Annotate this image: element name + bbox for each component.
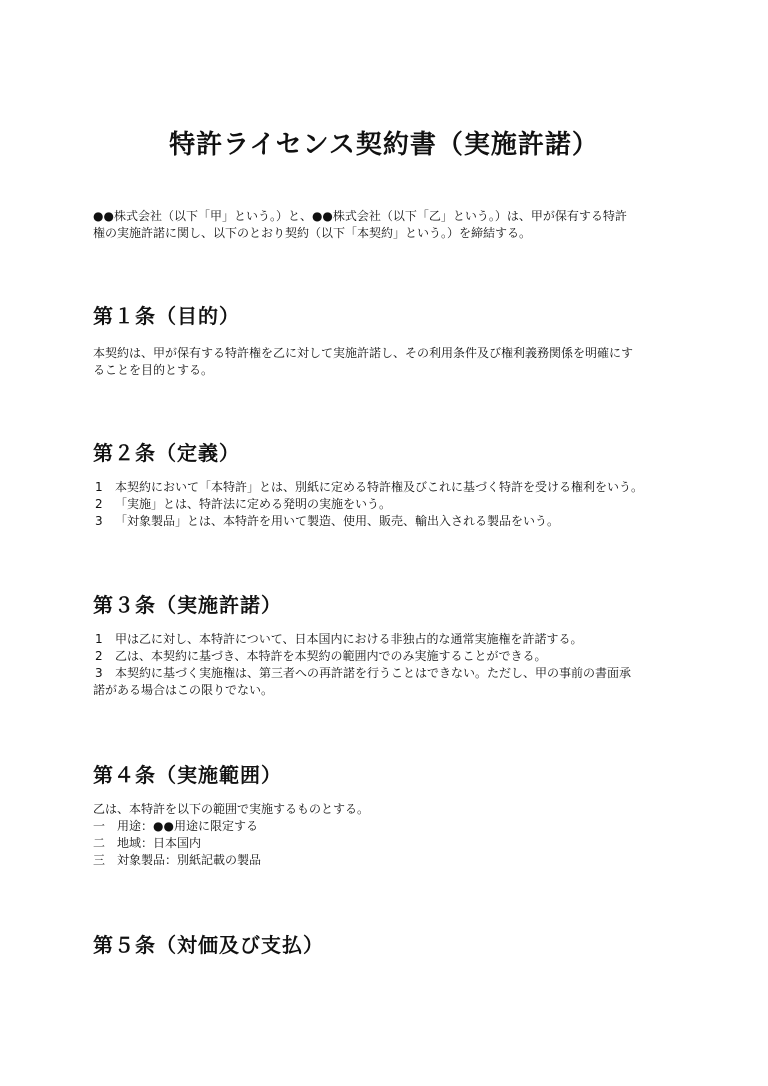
article-1-line: ることを目的とする。 (93, 363, 214, 377)
article-4-lead: 乙は、本特許を以下の範囲で実施するものとする。 (93, 802, 370, 816)
item-text: 用途：●●用途に限定する (117, 819, 258, 833)
item-text: 「対象製品」とは、本特許を用いて製造、使用、販売、輸出入される製品をいう。 (115, 514, 560, 528)
document-title: 特許ライセンス契約書（実施許諾） (169, 130, 599, 160)
article-2-heading: 第２条（定義） (93, 441, 240, 465)
item-number: 3 (95, 666, 103, 680)
article-1-heading: 第１条（目的） (93, 304, 240, 328)
article-3-item (93, 665, 693, 682)
item-text: 「実施」とは、特許法に定める発明の実施をいう。 (115, 497, 392, 511)
article-2-item (93, 479, 693, 496)
item-number: 3 (95, 514, 103, 528)
item-text: 本契約に基づく実施権は、第三者への再許諾を行うことはできない。ただし、甲の事前の書面承 (115, 666, 632, 680)
article-2-body (93, 479, 693, 530)
item-text: 乙は、本契約に基づき、本特許を本契約の範囲内でのみ実施することができる。 (115, 649, 547, 663)
article-1-line: 本契約は、甲が保有する特許権を乙に対して実施許諾し、その利用条件及び権利義務関係を明確にす (93, 346, 634, 360)
article-3-heading: 第３条（実施許諾） (93, 593, 282, 617)
item-number: 二 (93, 836, 106, 850)
article-4-item (93, 852, 693, 869)
item-text: 地域：日本国内 (117, 836, 202, 850)
item-continuation: 諾がある場合はこの限りでない。 (93, 683, 274, 697)
item-text: 本契約において「本特許」とは、別紙に定める特許権及びこれに基づく特許を受ける権利をいう。 (115, 480, 644, 494)
article-3-body (93, 631, 693, 699)
intro-line: 権の実施許諾に関し、以下のとおり契約（以下「本契約」という。）を締結する。 (93, 226, 532, 240)
item-number: 2 (95, 649, 103, 663)
item-text: 甲は乙に対し、本特許について、日本国内における非独占的な通常実施権を許諾する。 (115, 632, 583, 646)
article-2-item (93, 496, 693, 513)
intro-line: ●●株式会社（以下「甲」という。）と、●●株式会社（以下「乙」という。）は、甲が保有する特許 (93, 209, 627, 223)
article-4-heading: 第４条（実施範囲） (93, 763, 282, 787)
article-4-item (93, 818, 693, 835)
article-1-body (93, 345, 693, 379)
item-number: 一 (93, 819, 106, 833)
article-5-heading: 第５条（対価及び支払） (93, 933, 324, 957)
item-number: 1 (95, 632, 103, 646)
item-text: 対象製品：別紙記載の製品 (117, 853, 262, 867)
article-4-body (93, 801, 693, 869)
article-3-item (93, 648, 693, 665)
article-2-item (93, 513, 693, 530)
article-4-item (93, 835, 693, 852)
intro-paragraph (93, 208, 683, 242)
item-number: 三 (93, 853, 106, 867)
article-3-item (93, 631, 693, 648)
item-number: 2 (95, 497, 103, 511)
item-number: 1 (95, 480, 103, 494)
